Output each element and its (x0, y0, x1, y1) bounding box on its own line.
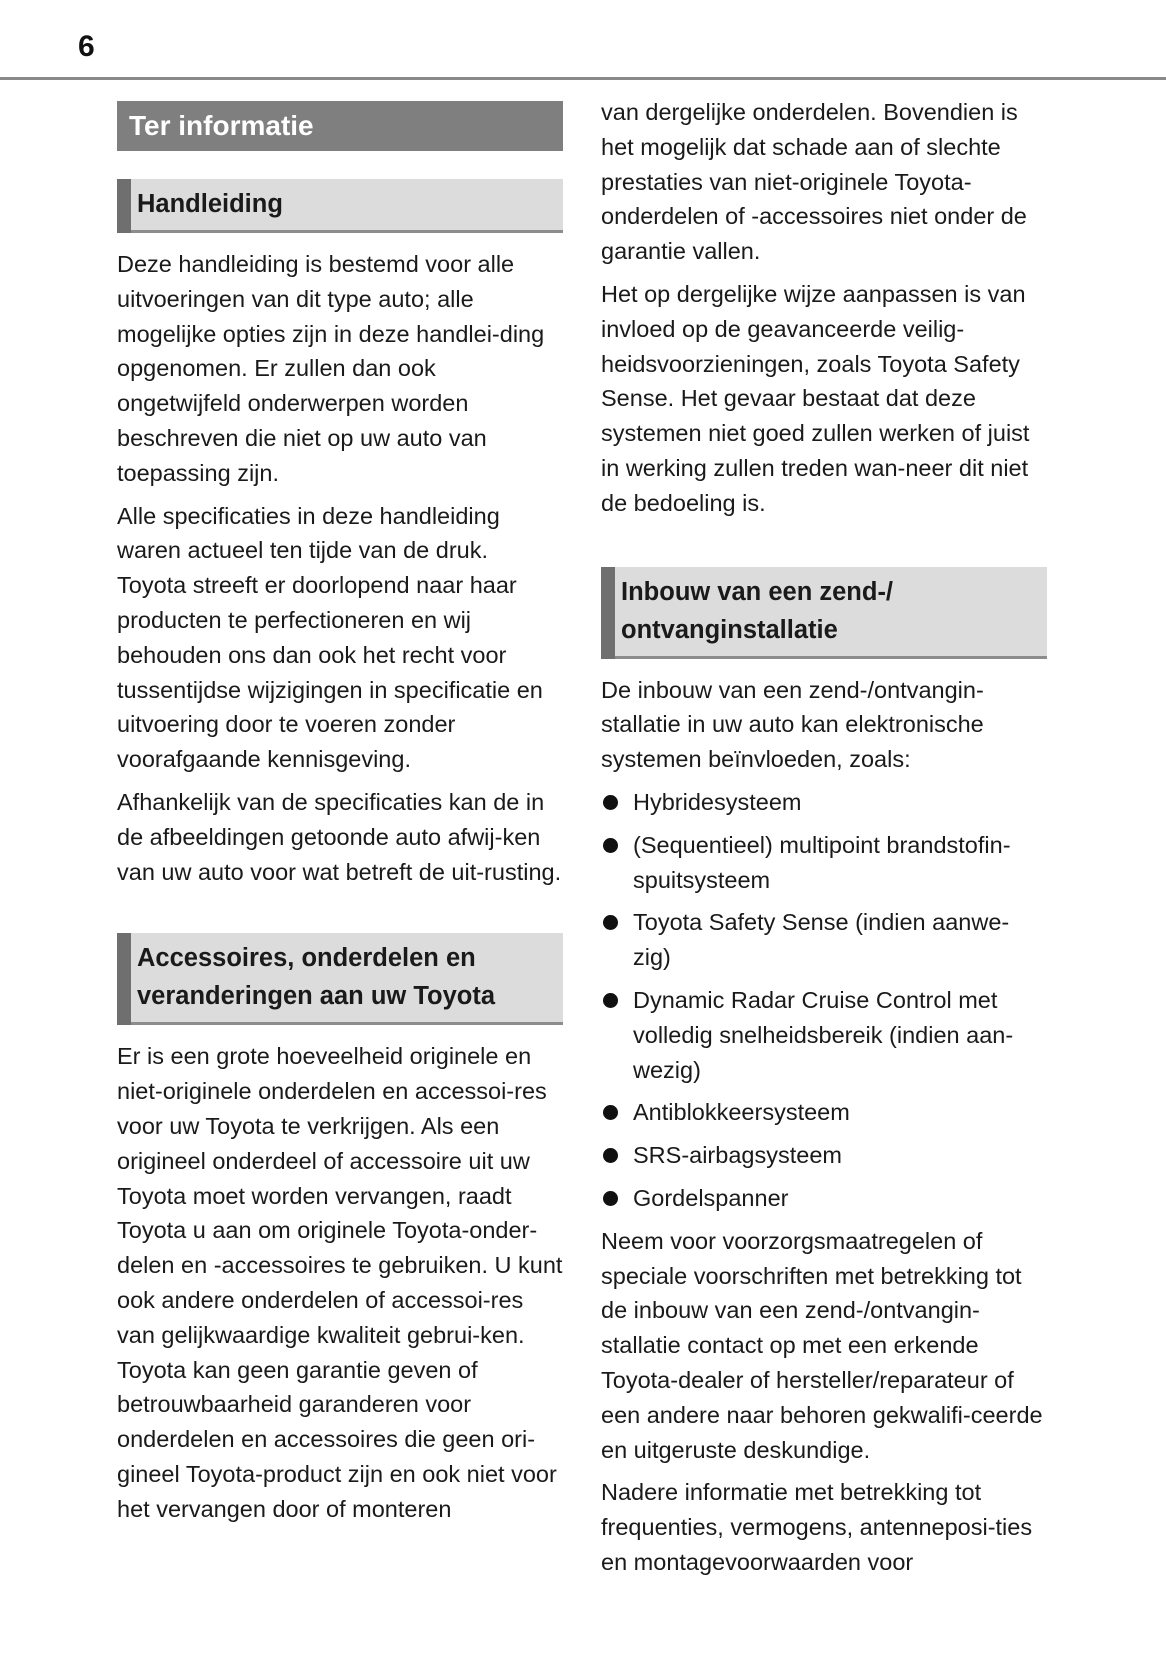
list-item: Dynamic Radar Cruise Control met volledig snelheidsbereik (indien aan-wezig) (601, 983, 1047, 1087)
left-column (117, 101, 563, 1527)
list-item: Antiblokkeersysteem (601, 1095, 1047, 1130)
list-item: Gordelspanner (601, 1181, 1047, 1216)
accessories-paragraph: Er is een grote hoeveelheid originele en niet-originele onderdelen en accessoi-res voor uw Toyota te verkrijgen. Als een origineel onderdeel of accessoire uit uw Toyota moet worden vervangen, raadt Toyota u aan om originele Toyota-onder-delen en -accessoires te gebruiken. U kunt ook andere onderdelen of accessoi-res van gelijkwaardige kwaliteit gebrui-ken. Toyota kan geen garantie geven of betrouwbaarheid garanderen voor onderdelen en accessoires die geen ori-gineel Toyota-product zijn en ook niet voor het vervangen door of monteren (117, 1043, 563, 1522)
manual-paragraph-2: Alle specificaties in deze handleiding waren actueel ten tijde van de druk. Toyota streeft er doorlopend naar haar producten te perfectioneren en wij behouden ons dan ook het recht voor tussentijdse wijzigingen in specificatie en uitvoering door te voeren zonder voorafgaande kennisgeving. (117, 502, 543, 773)
accessories-continued-paragraph-2: Het op dergelijke wijze aanpassen is van invloed op de geavanceerde veilig-heidsvoorzieningen, zoals Toyota Safety Sense. Het gevaar bestaat dat deze systemen niet goed zullen werken of juist in werking zullen treden wan-neer dit niet de bedoeling is. (601, 280, 1030, 516)
transmitter-heading: Inbouw van een zend-/ ontvanginstallatie (601, 567, 1047, 659)
right-column (601, 95, 1047, 1580)
transmitter-paragraph-1: Neem voor voorzorgsmaatregelen of speciale voorschriften met betrekking tot de inbouw van een zend-/ontvangin-stallatie contact op met een erkende Toyota-dealer of hersteller/reparateur of een andere naar behoren gekwalifi-ceerde en uitgeruste deskundige. (601, 1227, 1043, 1463)
section-title: Ter informatie (117, 101, 563, 151)
page-number: 6 (78, 30, 95, 63)
header-divider (0, 77, 1166, 80)
manual-paragraph-1: Deze handleiding is bestemd voor alle uitvoeringen van dit type auto; alle mogelijke opties zijn in deze handlei-ding opgenomen. Er zullen dan ook ongetwijfeld onderwerpen worden beschreven die niet op uw auto van toepassing zijn. (117, 251, 545, 486)
manual-paragraph-3: Afhankelijk van de specificaties kan de in de afbeeldingen getoonde auto afwij-ken van uw auto voor wat betreft de uit-rusting. (117, 788, 562, 885)
transmitter-paragraph-2: Nadere informatie met betrekking tot frequenties, vermogens, antenneposi-ties en montagevoorwaarden voor (601, 1479, 1033, 1575)
affected-systems-list (601, 785, 1047, 1216)
transmitter-intro: De inbouw van een zend-/ontvangin-stallatie in uw auto kan elektronische systemen beïnvloeden, zoals: (601, 676, 984, 773)
list-item: Hybridesysteem (601, 785, 1047, 820)
accessories-continued-paragraph-1: van dergelijke onderdelen. Bovendien is het mogelijk dat schade aan of slechte prestaties van niet-originele Toyota-onderdelen of -accessoires niet onder de garantie vallen. (601, 99, 1027, 265)
manual-heading: Handleiding (117, 179, 563, 233)
list-item: Toyota Safety Sense (indien aanwe-zig) (601, 905, 1047, 975)
list-item: SRS-airbagsysteem (601, 1138, 1047, 1173)
accessories-heading: Accessoires, onderdelen en veranderingen aan uw Toyota (117, 933, 563, 1025)
list-item: (Sequentieel) multipoint brandstofin-spuitsysteem (601, 828, 1047, 898)
